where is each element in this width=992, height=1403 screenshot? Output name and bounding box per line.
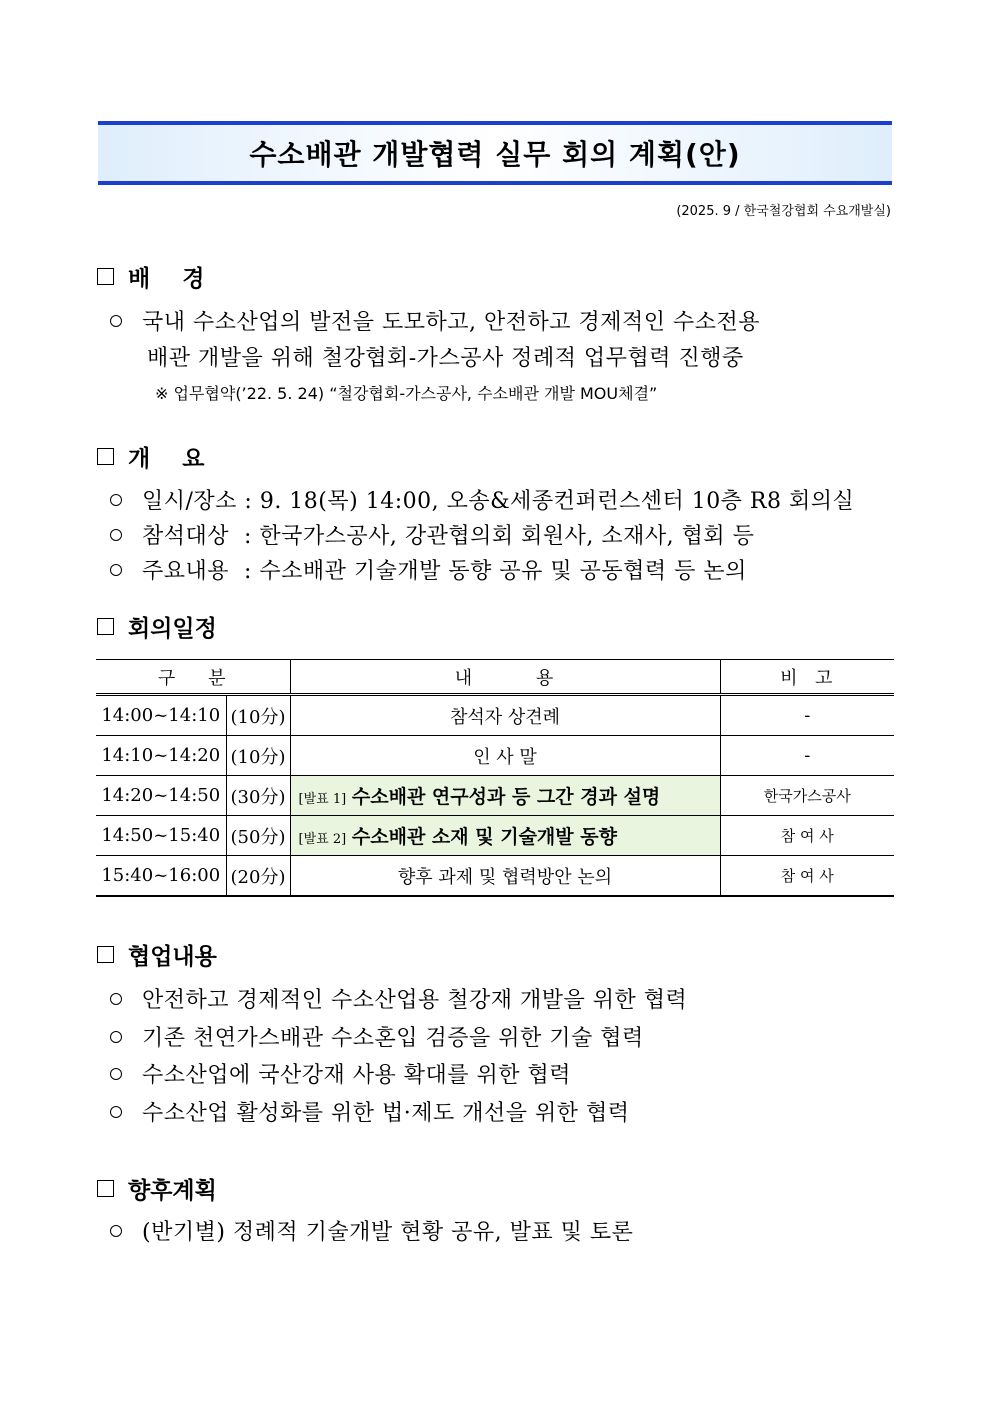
note-cell: - [720,695,894,736]
table-row [96,695,894,736]
time-cell: 14:20~14:50 [96,776,226,816]
plan-item [110,1215,633,1246]
time-cell: 14:50~15:40 [96,816,226,856]
circle-bullet-icon [110,494,122,506]
presentation-cell [290,776,720,816]
presentation-tag: [발표 2] [298,832,347,847]
duration-cell: (30分) [226,776,290,816]
schedule-table [96,659,894,897]
note-cell: 한국가스공사 [720,776,894,816]
cooperation-item [110,1058,571,1089]
presentation-cell [290,816,720,856]
cooperation-item [110,983,687,1014]
content-cell: 향후 과제 및 협력방안 논의 [290,856,720,897]
table-row [96,856,894,897]
cooperation-item [110,1096,630,1127]
bullet-text: 수소산업 활성화를 위한 법·제도 개선을 위한 협력 [142,1101,630,1126]
cooperation-item [110,1021,644,1052]
content-cell: 인 사 말 [290,736,720,776]
circle-bullet-icon [110,993,122,1005]
note-cell: - [720,736,894,776]
presentation-title: 수소배관 소재 및 기술개발 동향 [351,826,617,848]
section-overview-heading [97,440,204,473]
note-cell: 참 여 사 [720,816,894,856]
bullet-text: 일시/장소 : 9. 18(목) 14:00, 오송&세종컨퍼런스센터 10층 R8 회의실 [142,489,855,514]
bullet-item [110,305,760,336]
document-meta: (2025. 9 / 한국철강협회 수요개발실) [676,204,891,219]
bullet-text: 주요내용 : 수소배관 기술개발 동향 공유 및 공동협력 등 논의 [142,559,747,584]
presentation-tag: [발표 1] [298,792,347,807]
bullet-text: (반기별) 정례적 기술개발 현황 공유, 발표 및 토론 [142,1220,634,1245]
table-row [96,736,894,776]
section-cooperation-heading [97,938,217,971]
circle-bullet-icon [110,315,122,327]
title-banner [98,121,892,185]
time-cell: 14:10~14:20 [96,736,226,776]
time-cell: 15:40~16:00 [96,856,226,897]
overview-item [110,519,754,550]
bullet-text: 국내 수소산업의 발전을 도모하고, 안전하고 경제적인 수소전용 [142,310,761,335]
checkbox-square-icon [97,1180,114,1197]
section-title: 개 요 [128,446,205,472]
overview-item [110,554,747,585]
table-header-row [96,660,894,695]
header-division: 구 분 [96,660,290,695]
circle-bullet-icon [110,529,122,541]
bullet-continuation: 배관 개발을 위해 철강협회-가스공사 정례적 업무협력 진행중 [147,346,744,371]
duration-cell: (10分) [226,736,290,776]
circle-bullet-icon [110,564,122,576]
circle-bullet-icon [110,1068,122,1080]
bullet-text: 안전하고 경제적인 수소산업용 철강재 개발을 위한 협력 [142,988,688,1013]
section-plan-heading [97,1172,217,1205]
section-background-heading [97,260,204,293]
section-title: 향후계획 [128,1178,217,1204]
duration-cell: (10分) [226,695,290,736]
table-row [96,776,894,816]
section-title: 회의일정 [128,616,217,642]
note-cell: 참 여 사 [720,856,894,897]
duration-cell: (20分) [226,856,290,897]
section-schedule-heading [97,610,217,643]
checkbox-square-icon [97,946,114,963]
header-note: 비 고 [720,660,894,695]
time-cell: 14:00~14:10 [96,695,226,736]
presentation-title: 수소배관 연구성과 등 그간 경과 설명 [351,786,661,808]
overview-item [110,484,854,515]
reference-note: ※ 업무협약(’22. 5. 24) “철강협회-가스공사, 수소배관 개발 MOU체결” [155,384,658,403]
bullet-text: 기존 천연가스배관 수소혼입 검증을 위한 기술 협력 [142,1026,644,1051]
duration-cell: (50分) [226,816,290,856]
document-title: 수소배관 개발협력 실무 회의 계획(안) [249,138,741,171]
bullet-text: 수소산업에 국산강재 사용 확대를 위한 협력 [142,1063,572,1088]
circle-bullet-icon [110,1225,122,1237]
circle-bullet-icon [110,1031,122,1043]
section-title: 협업내용 [128,944,217,970]
table-row [96,816,894,856]
checkbox-square-icon [97,268,114,285]
section-title: 배 경 [128,266,205,292]
content-cell: 참석자 상견례 [290,695,720,736]
bullet-text: 참석대상 : 한국가스공사, 강관협의회 회원사, 소재사, 협회 등 [142,524,755,549]
header-content: 내 용 [290,660,720,695]
circle-bullet-icon [110,1106,122,1118]
checkbox-square-icon [97,448,114,465]
checkbox-square-icon [97,618,114,635]
